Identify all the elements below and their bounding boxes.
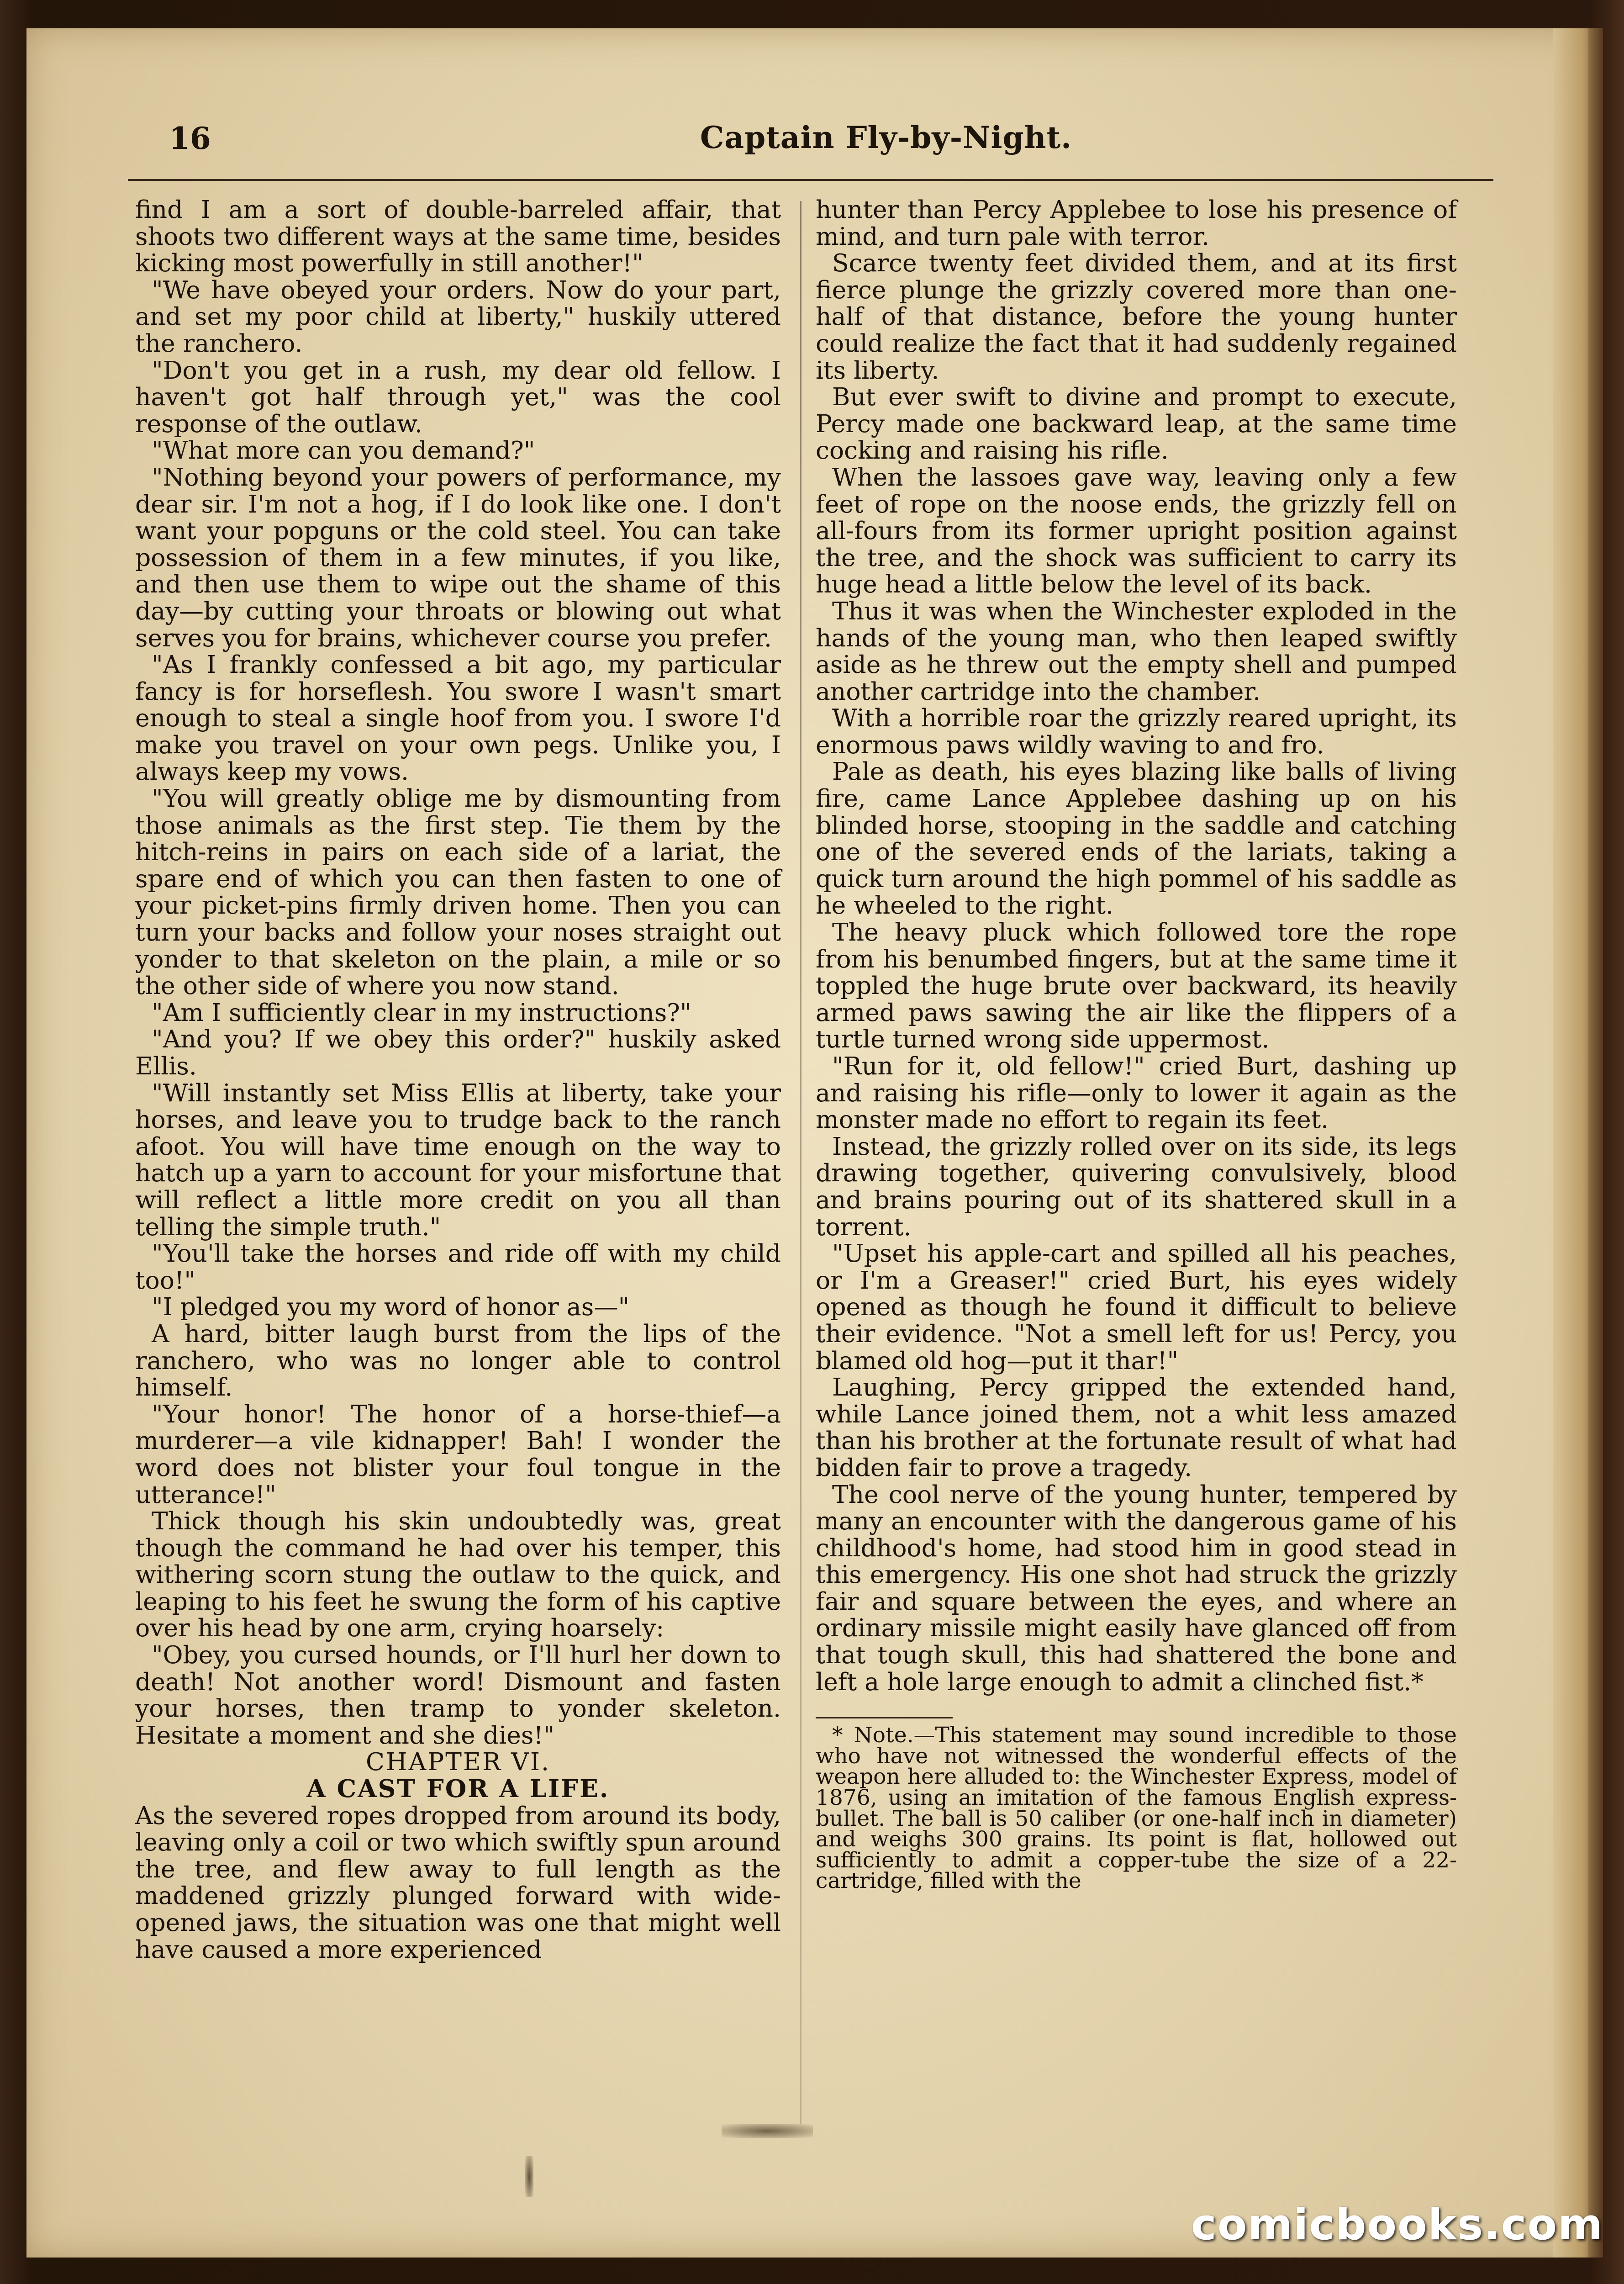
paragraph: Thick though his skin undoubtedly was, great though the command he had over his temper, this withering scorn stung the outlaw to the quick, and leaping to his feet he swung the form of his captive over his head by one arm, crying hoarsely: <box>135 1507 781 1643</box>
footnote-rule <box>816 1717 953 1718</box>
paragraph: But ever swift to divine and prompt to execute, Percy made one backward leap, at the same time cocking and raising his rifle. <box>816 382 1457 465</box>
header-rule <box>128 179 1493 181</box>
ink-smudge <box>722 2124 813 2138</box>
paragraph: "You will greatly oblige me by dismounting from those animals as the first step. Tie them by the hitch-reins in pairs on each side of a lariat, the spare end of which you can then fasten to one of your picket-pins firmly driven home. Then you can turn your backs and follow your noses straight out yonder to that skeleton on the plain, a mile or so the other side of where you now stand. <box>135 784 781 1000</box>
paragraph: The cool nerve of the young hunter, tempered by many an encounter with the dangerous game of his childhood's home, had stood him in good stead in this emergency. His one shot had struck the grizzly fair and square between the eyes, and where an ordinary missile might easily have glanced off from that tough skull, this had shattered the bone and left a hole large enough to admit a clinched fist.* <box>816 1480 1457 1696</box>
paragraph: "Don't you get in a rush, my dear old fellow. I haven't got half through yet," was the cool response of the outlaw. <box>135 355 781 438</box>
paragraph: Scarce twenty feet divided them, and at its first fierce plunge the grizzly covered more than one-half of that distance, before the young hunter could realize the fact that it had suddenly regained its liberty. <box>816 248 1457 385</box>
paragraph: "I pledged you my word of honor as—" <box>152 1292 630 1322</box>
paragraph: "Nothing beyond your powers of performance, my dear sir. I'm not a hog, if I do look like one. I don't want your popguns or the cold steel. You can take possession of them in a few minutes, if you like, and then use them to wipe out the shame of this day—by cutting your throats or blowing out what serves you for brains, whichever course you prefer. <box>135 462 781 652</box>
paragraph: Pale as death, his eyes blazing like balls of living fire, came Lance Applebee dashing up on his blinded horse, stooping in the saddle and catching one of the severed ends of the lariats, taking a quick turn around the high pommel of his saddle as he wheeled to the right. <box>816 757 1457 920</box>
watermark-text: comicbooks.com <box>1191 2200 1604 2250</box>
paragraph: Laughing, Percy gripped the extended hand, while Lance joined them, not a whit less amazed than his brother at the fortunate result of what had bidden fair to prove a tragedy. <box>816 1373 1457 1482</box>
paragraph: "Am I sufficiently clear in my instructions?" <box>152 998 691 1027</box>
paragraph: "You'll take the horses and ride off with my child too!" <box>135 1239 781 1295</box>
page-number: 16 <box>169 121 211 156</box>
paragraph: When the lassoes gave way, leaving only a few feet of rope on the noose ends, the grizzly fell on all-fours from its former upright position against the tree, and the shock was sufficient to carry its huge head a little below the level of its back. <box>816 462 1457 599</box>
paragraph: "Will instantly set Miss Ellis at liberty, take your horses, and leave you to trudge back to the ranch afoot. You will have time enough on the way to hatch up a yarn to account for your misfortune that will reflect a little more credit on you all than telling the simple truth." <box>135 1078 781 1241</box>
paragraph: "Obey, you cursed hounds, or I'll hurl her down to death! Not another word! Dismount and fasten your horses, then tramp to yonder skeleton. Hesitate a moment and she dies!" <box>135 1640 781 1750</box>
paragraph: "We have obeyed your orders. Now do your part, and set my poor child at liberty," huskily uttered the ranchero. <box>135 275 781 358</box>
page-torn-edge <box>1553 28 1603 2258</box>
paragraph: The heavy pluck which followed tore the rope from his benumbed fingers, but at the same time it toppled the huge brute over backward, its heavily armed paws sawing the air like the flippers of a turtle turned wrong side uppermost. <box>816 918 1457 1054</box>
ink-smudge <box>525 2156 533 2197</box>
paragraph: hunter than Percy Applebee to lose his presence of mind, and turn pale with terror. <box>816 195 1457 251</box>
chapter-title: CHAPTER VI. <box>365 1747 551 1776</box>
paragraph: "As I frankly confessed a bit ago, my particular fancy is for horseflesh. You swore I wasn't smart enough to steal a single hoof from you. I swore I'd make you travel on your own pegs. Unlike you, I always keep my vows. <box>135 650 781 786</box>
footnote: * Note.—This statement may sound incredible to those who have not witnessed the wonderful effects of the weapon here alluded to: the Winchester Express, model of 1876, using an imitation of the famous English express-bullet. The ball is 50 caliber (or one-half inch in diameter) and weighs 300 grains. Its point is flat, hollowed out sufficiently to admit a copper-tube the size of a 22-cartridge, filled with the <box>816 1723 1457 1894</box>
right-column <box>816 196 1457 1892</box>
paragraph: As the severed ropes dropped from around its body, leaving only a coil or two which swiftly spun around the tree, and flew away to full length as the maddened grizzly plunged forward with wide-opened jaws, the situation was one that might well have caused a more experienced <box>135 1801 781 1964</box>
paragraph: "And you? If we obey this order?" huskily asked Ellis. <box>135 1025 781 1080</box>
paragraph: "What more can you demand?" <box>152 436 535 465</box>
paragraph: A hard, bitter laugh burst from the lips of the ranchero, who was no longer able to control himself. <box>135 1319 781 1402</box>
paragraph: "Your honor! The honor of a horse-thief—a murderer—a vile kidnapper! Bah! I wonder the word does not blister your foul tongue in the utterance!" <box>135 1399 781 1509</box>
page-header <box>169 113 1471 168</box>
column-divider <box>800 201 801 2124</box>
paragraph: Thus it was when the Winchester exploded in the hands of the young man, who then leaped swiftly aside as he threw out the empty shell and pumped another cartridge into the chamber. <box>816 596 1457 706</box>
left-column <box>135 196 781 1963</box>
paragraph: find I am a sort of double-barreled affair, that shoots two different ways at the same time, besides kicking most powerfully in still another!" <box>135 195 781 278</box>
running-head-title: Captain Fly-by-Night. <box>700 120 1072 155</box>
chapter-subtitle: A CAST FOR A LIFE. <box>306 1774 610 1803</box>
paragraph: "Upset his apple-cart and spilled all his peaches, or I'm a Greaser!" cried Burt, his eyes widely opened as though he found it difficult to believe their evidence. "Not a smell left for us! Percy, you blamed old hog—put it thar!" <box>816 1239 1457 1375</box>
paragraph: Instead, the grizzly rolled over on its side, its legs drawing together, quivering convulsively, blood and brains pouring out of its shattered skull in a torrent. <box>816 1131 1457 1241</box>
paragraph: "Run for it, old fellow!" cried Burt, dashing up and raising his rifle—only to lower it again as the monster made no effort to regain its feet. <box>816 1052 1457 1134</box>
paragraph: With a horrible roar the grizzly reared upright, its enormous paws wildly waving to and fro. <box>816 703 1457 759</box>
